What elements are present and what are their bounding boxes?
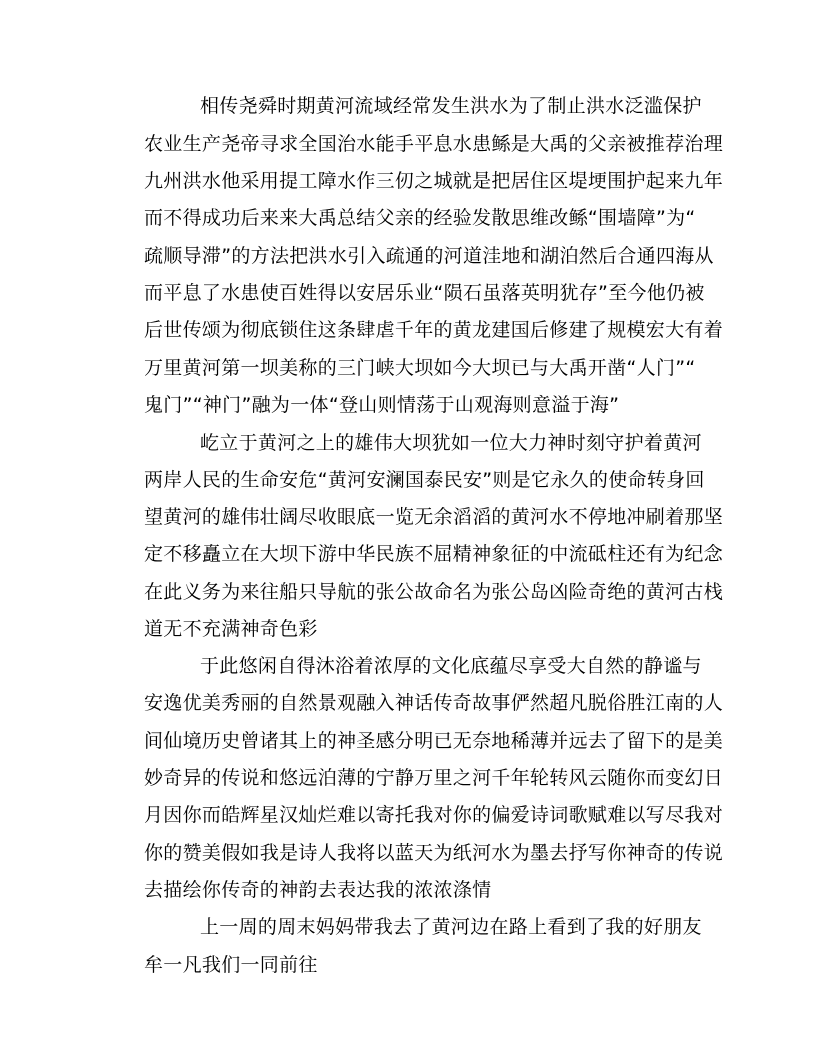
paragraph-line: 农业生产尧帝寻求全国治水能手平息水患鲧是大禹的父亲被推荐治理 <box>144 133 724 155</box>
paragraph-line: 鬼门”“神门”融为一体“登山则情荡于山观海则意溢于海” <box>144 394 620 416</box>
paragraph-line: 去描绘你传奇的神韵去表达我的浓浓涤情 <box>144 879 492 901</box>
paragraph-line: 九州洪水他采用提工障水作三仞之城就是把居住区堤埂围护起来九年 <box>144 170 724 192</box>
paragraph-line: 间仙境历史曾诸其上的神圣感分明已无奈地稀薄并远去了留下的是美 <box>144 730 724 752</box>
paragraph-line: 安逸优美秀丽的自然景观融入神话传奇故事俨然超凡脱俗胜江南的人 <box>144 692 724 714</box>
paragraph-line: 妙奇异的传说和悠远泊薄的宁静万里之河千年轮转风云随你而变幻日 <box>144 767 724 789</box>
paragraph-line: 疏顺导滞”的方法把洪水引入疏通的河道洼地和湖泊然后合通四海从 <box>144 245 714 267</box>
paragraph-line: 两岸人民的生命安危“黄河安澜国泰民安”则是它永久的使命转身回 <box>144 469 705 491</box>
paragraph-line: 在此义务为来往船只导航的张公故命名为张公岛凶险奇绝的黄河古栈 <box>144 581 724 603</box>
paragraph-line: 月因你而皓辉星汉灿烂难以寄托我对你的偏爱诗词歌赋难以写尽我对 <box>144 804 724 826</box>
paragraph-line: 定不移矗立在大坝下游中华民族不屈精神象征的中流砥柱还有为纪念 <box>144 543 724 565</box>
paragraph-line: 后世传颂为彻底锁住这条肆虐千年的黄龙建国后修建了规模宏大有着 <box>144 319 724 341</box>
paragraph-line: 望黄河的雄伟壮阔尽收眼底一览无余滔滔的黄河水不停地冲刷着那坚 <box>144 506 724 528</box>
paragraph-line: 万里黄河第一坝美称的三门峡大坝如今大坝已与大禹开凿“人门”“ <box>144 357 696 379</box>
paragraph-line: 牟一凡我们一同前往 <box>144 954 318 976</box>
paragraph-line: 道无不充满神奇色彩 <box>144 618 318 640</box>
paragraph-line: 你的赞美假如我是诗人我将以蓝天为纸河水为墨去抒写你神奇的传说 <box>144 842 724 864</box>
paragraph-line: 上一周的周末妈妈带我去了黄河边在路上看到了我的好朋友 <box>200 916 702 938</box>
paragraph-line: 相传尧舜时期黄河流域经常发生洪水为了制止洪水泛滥保护 <box>200 95 702 117</box>
paragraph-line: 而不得成功后来来大禹总结父亲的经验发散思维改鲧“围墙障”为“ <box>144 207 696 229</box>
paragraph-line: 屹立于黄河之上的雄伟大坝犹如一位大力神时刻守护着黄河 <box>200 432 702 454</box>
paragraph-line: 于此悠闲自得沐浴着浓厚的文化底蕴尽享受大自然的静谧与 <box>200 655 702 677</box>
paragraph-line: 而平息了水患使百姓得以安居乐业“陨石虽落英明犹存”至今他仍被 <box>144 282 705 304</box>
